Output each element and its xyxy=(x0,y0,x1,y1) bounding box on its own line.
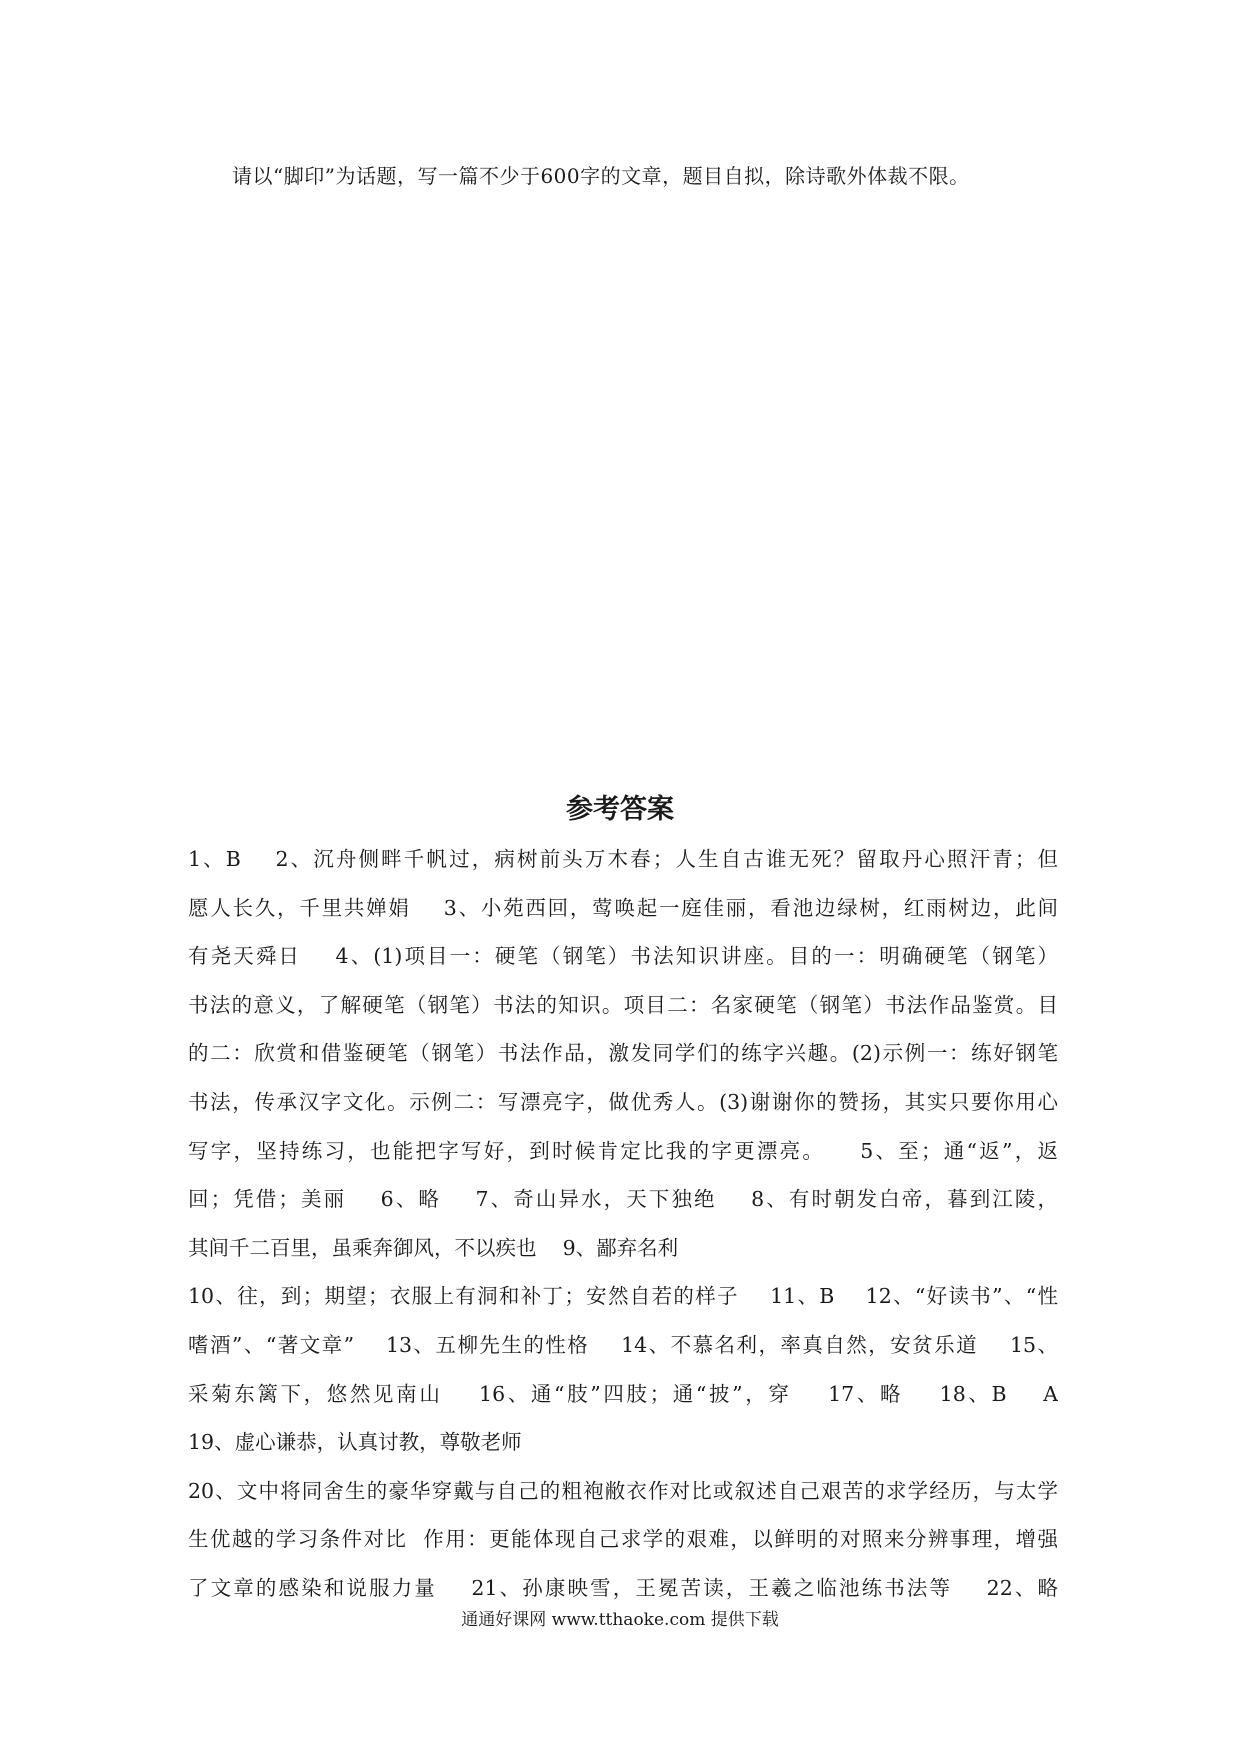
answer-line: 嗜酒”、“著文章” 13、五柳先生的性格 14、不慕名利，率真自然，安贫乐道 15、 xyxy=(188,1332,1058,1357)
answer-line: 生优越的学习条件对比 作用：更能体现自己求学的艰难，以鲜明的对照来分辨事理，增强 xyxy=(188,1527,1058,1552)
answers-title: 参考答案 xyxy=(566,794,674,825)
answer-line: 有尧天舜日 4、(1)项目一：硬笔（钢笔）书法知识讲座。目的一：明确硬笔（钢笔） xyxy=(188,944,1058,969)
answer-line: 20、文中将同舍生的豪华穿戴与自己的粗袍敝衣作对比或叙述自己艰苦的求学经历，与太学 xyxy=(188,1478,1058,1503)
answer-line: 采菊东篱下，悠然见南山 16、通“肢”四肢；通“披”，穿 17、略 18、B A xyxy=(188,1381,1058,1406)
answer-list xyxy=(188,835,1058,1613)
answer-line: 1、B 2、沉舟侧畔千帆过，病树前头万木春；人生自古谁无死？留取丹心照汗青；但 xyxy=(188,847,1058,871)
answer-line: 了文章的感染和说服力量 21、孙康映雪，王冕苦读，王羲之临池练书法等 22、略 xyxy=(188,1575,1058,1600)
answer-line: 愿人长久，千里共婵娟 3、小苑西回，莺唤起一庭佳丽，看池边绿树，红雨树边，此间 xyxy=(188,895,1058,920)
essay-prompt: 请以“脚印”为话题，写一篇不少于600字的文章，题目自拟，除诗歌外体裁不限。 xyxy=(232,164,970,188)
answer-line: 写字，坚持练习，也能把字写好，到时候肯定比我的字更漂亮。 5、至；通“返”，返 xyxy=(188,1138,1058,1163)
answer-line: 10、往，到；期望；衣服上有洞和补丁；安然自若的样子 11、B 12、“好读书”、“性 xyxy=(188,1284,1058,1309)
answer-line: 书法，传承汉字文化。示例二：写漂亮字，做优秀人。(3)谢谢你的赞扬，其实只要你用心 xyxy=(188,1089,1058,1114)
answer-line: 回；凭借；美丽 6、略 7、奇山异水，天下独绝 8、有时朝发白帝，暮到江陵， xyxy=(188,1187,1058,1212)
answer-line: 书法的意义，了解硬笔（钢笔）书法的知识。项目二：名家硬笔（钢笔）书法作品鉴赏。目 xyxy=(188,992,1058,1017)
answer-line: 19、虚心谦恭，认真讨教，尊敬老师 xyxy=(188,1430,522,1455)
answer-line: 的二：欣赏和借鉴硬笔（钢笔）书法作品，激发同学们的练字兴趣。(2)示例一：练好钢笔 xyxy=(188,1041,1058,1066)
footer-source: 通通好课网 www.tthaoke.com 提供下载 xyxy=(461,1610,779,1630)
answer-line: 其间千二百里，虽乘奔御风，不以疾也 9、鄙弃名利 xyxy=(188,1235,679,1260)
